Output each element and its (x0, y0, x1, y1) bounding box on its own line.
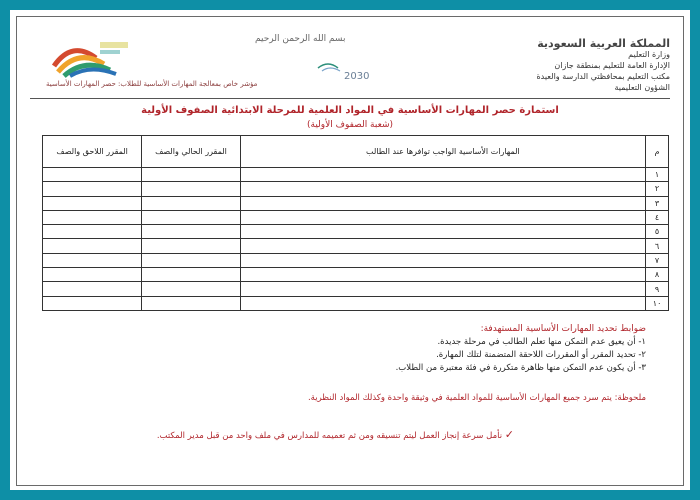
skill-cell[interactable] (240, 239, 646, 253)
basmala: بسم الله الرحمن الرحيم (255, 34, 346, 44)
row-number: ٥ (646, 225, 669, 239)
skill-cell[interactable] (240, 168, 646, 182)
table-row (43, 225, 669, 239)
header-line: مكتب التعليم بمحافظتي الدارسة والعيدة (536, 72, 670, 81)
next-cell[interactable] (43, 196, 142, 210)
col-skill-header: المهارات الأساسية الواجب توافرها عند الطالب (240, 136, 646, 168)
current-cell[interactable] (142, 296, 240, 310)
current-cell[interactable] (142, 268, 240, 282)
current-cell[interactable] (142, 196, 240, 210)
skill-cell[interactable] (240, 282, 646, 296)
skill-cell[interactable] (240, 225, 646, 239)
row-number: ٤ (646, 210, 669, 224)
table-row (43, 196, 669, 210)
table-row (43, 268, 669, 282)
skill-cell[interactable] (240, 182, 646, 196)
skill-cell[interactable] (240, 196, 646, 210)
skills-table (42, 135, 669, 311)
next-cell[interactable] (43, 282, 142, 296)
col-num-header: م (646, 136, 669, 168)
skill-cell[interactable] (240, 268, 646, 282)
row-number: ٩ (646, 282, 669, 296)
ministry-header (510, 38, 670, 93)
row-number: ٦ (646, 239, 669, 253)
next-cell[interactable] (43, 210, 142, 224)
table-row (43, 296, 669, 310)
row-number: ١ (646, 168, 669, 182)
header-line: وزارة التعليم (628, 50, 670, 59)
criteria-item: ٣- أن يكون عدم التمكن منها ظاهرة متكررة في فئة معتبرة من الطلاب. (395, 363, 646, 373)
next-cell[interactable] (43, 182, 142, 196)
table-header-row (43, 136, 669, 168)
note-text: ملحوظة: يتم سرد جميع المهارات الأساسية للمواد العلمية في وثيقة واحدة وكذلك المواد النظرية. (307, 393, 646, 403)
form-title: استمارة حصر المهارات الأساسية في المواد العلمية للمرحلة الابتدائية الصفوف الأولية (141, 105, 559, 116)
table-row (43, 282, 669, 296)
skill-cell[interactable] (240, 253, 646, 267)
row-number: ٧ (646, 253, 669, 267)
header-divider (30, 98, 670, 99)
current-cell[interactable] (142, 168, 240, 182)
next-cell[interactable] (43, 239, 142, 253)
next-cell[interactable] (43, 168, 142, 182)
next-cell[interactable] (43, 225, 142, 239)
next-cell[interactable] (43, 253, 142, 267)
form-subtitle: (شعبة الصفوف الأولية) (306, 120, 393, 130)
criteria-item: ٢- تحديد المقرر أو المقررات اللاحقة المتضمنة لتلك المهارة. (436, 350, 646, 360)
table-row (43, 210, 669, 224)
current-cell[interactable] (142, 282, 240, 296)
header-line: الإدارة العامة للتعليم بمنطقة جازان (554, 61, 670, 70)
final-instruction (157, 428, 520, 441)
row-number: ٢ (646, 182, 669, 196)
col-current-header: المقرر الحالي والصف (142, 136, 240, 168)
row-number: ٨ (646, 268, 669, 282)
row-number: ١٠ (646, 296, 669, 310)
criteria-title: ضوابط تحديد المهارات الأساسية المستهدفة: (480, 324, 646, 334)
current-cell[interactable] (142, 210, 240, 224)
criteria-item: ١- أن يعيق عدم التمكن منها تعلم الطالب في مرحلة جديدة. (437, 337, 646, 347)
skill-cell[interactable] (240, 296, 646, 310)
col-next-header: المقرر اللاحق والصف (43, 136, 142, 168)
checkmark-icon: ✓ (504, 428, 514, 441)
next-cell[interactable] (43, 268, 142, 282)
ministry-logo (50, 36, 132, 80)
current-cell[interactable] (142, 182, 240, 196)
skill-cell[interactable] (240, 210, 646, 224)
current-cell[interactable] (142, 225, 240, 239)
current-cell[interactable] (142, 239, 240, 253)
table-row (43, 182, 669, 196)
table-row (43, 239, 669, 253)
row-number: ٣ (646, 196, 669, 210)
document-page (10, 10, 690, 490)
current-cell[interactable] (142, 253, 240, 267)
header-line: الشؤون التعليمية (614, 83, 670, 92)
country-title: المملكة العربية السعودية (537, 37, 670, 50)
vision-year: 2030 (344, 71, 370, 82)
criteria-list (86, 336, 646, 375)
logo-caption: مؤشر خاص بمعالجة المهارات الأساسية للطلاب: حصر المهارات الأساسية (46, 80, 258, 88)
table-row (43, 168, 669, 182)
next-cell[interactable] (43, 296, 142, 310)
final-instruction-text: نأمل سرعة إنجاز العمل ليتم تنسيقه ومن ثم تعميمه للمدارس في ملف واحد من قبل مدير المكتب. (156, 431, 503, 441)
table-row (43, 253, 669, 267)
